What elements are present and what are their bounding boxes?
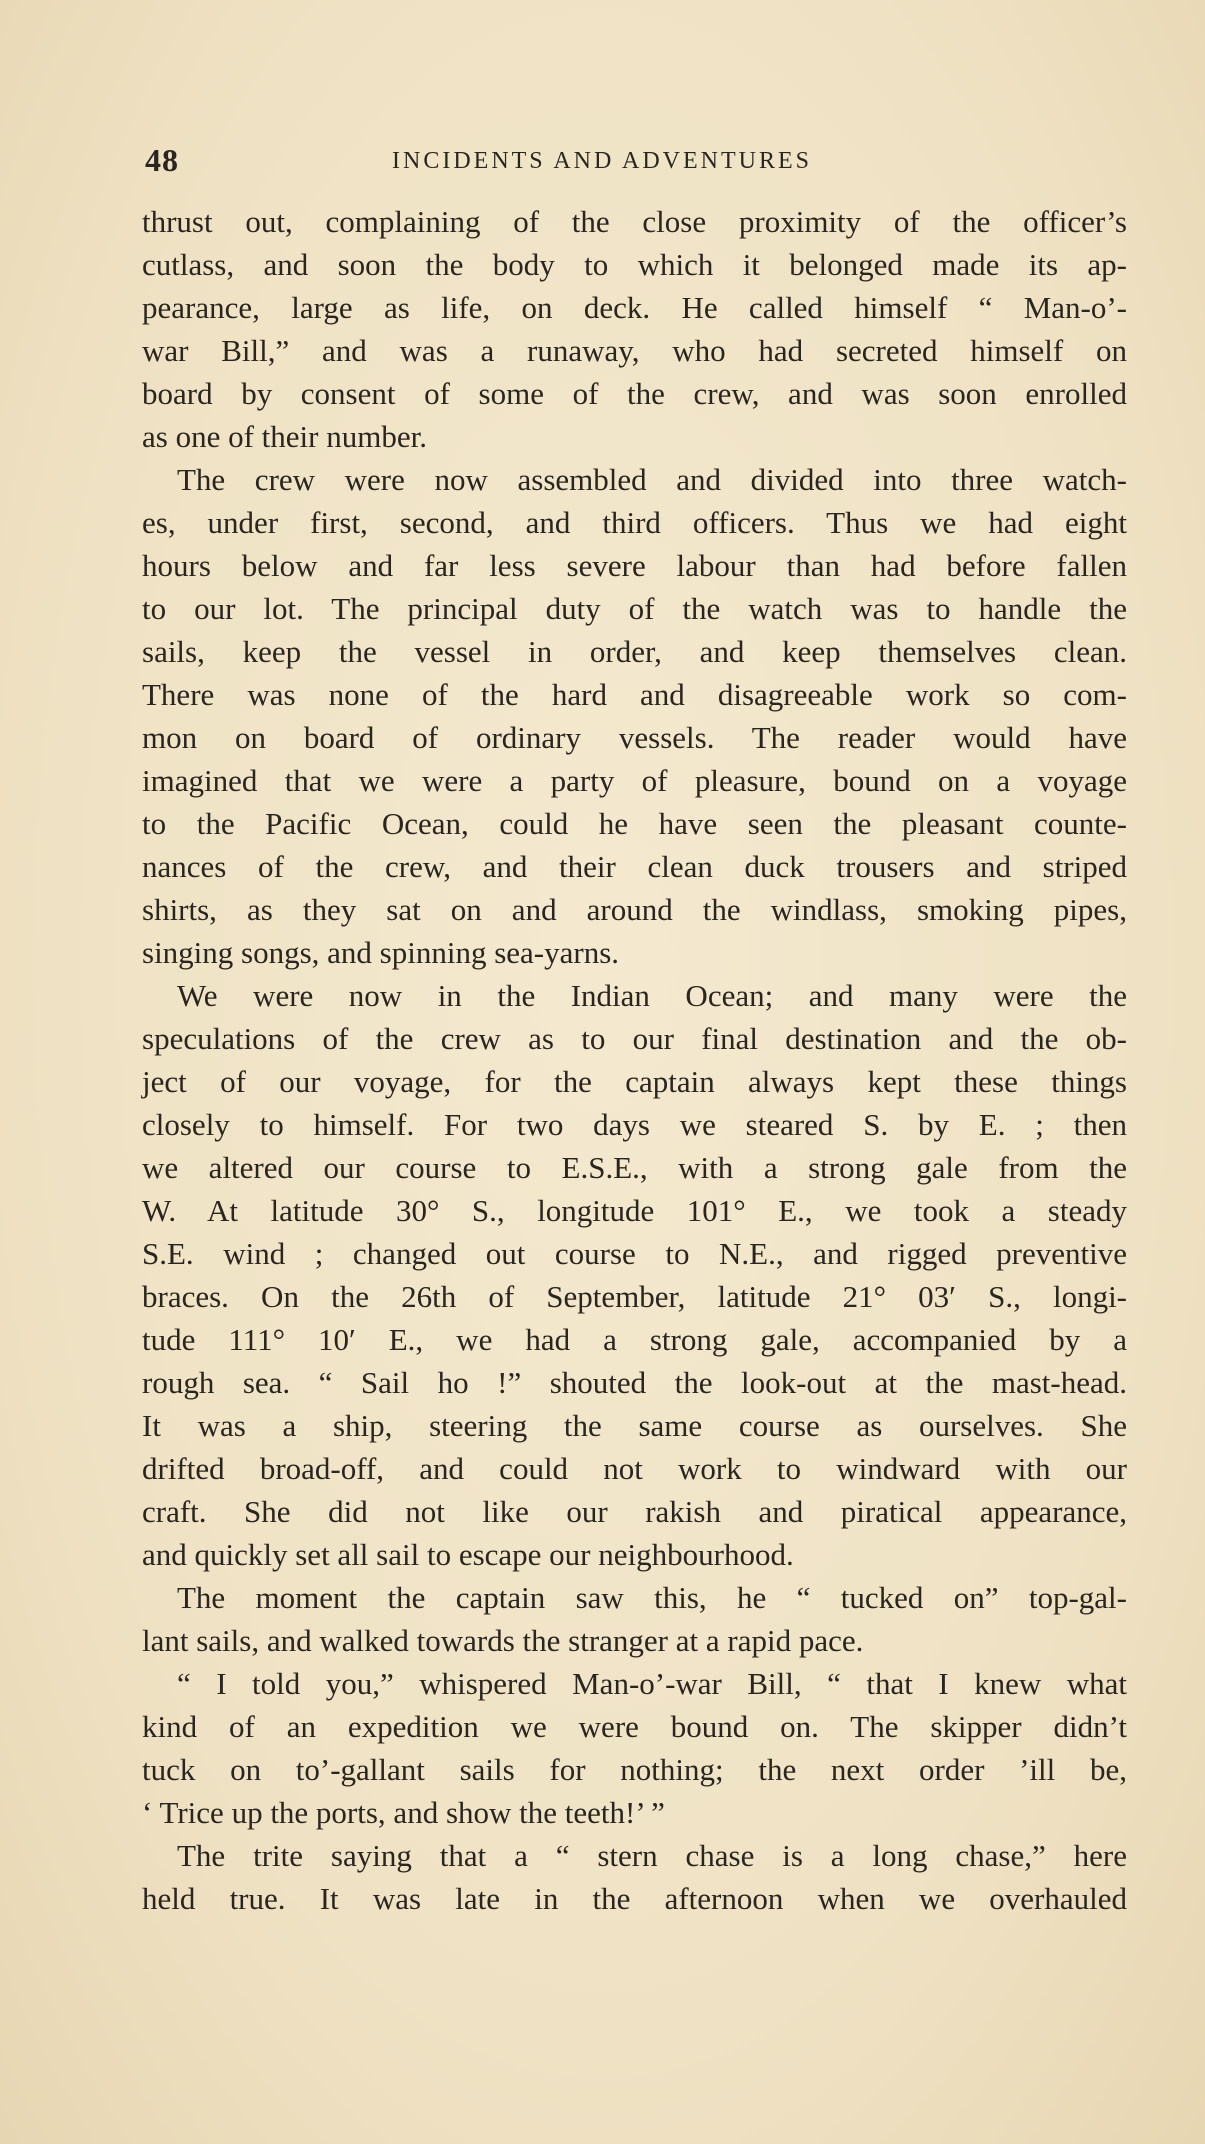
text-line: braces. On the 26th of September, latitude 21° 03′ S., longi-: [142, 1279, 1127, 1314]
text-line: thrust out, complaining of the close proximity of the officer’s: [142, 204, 1127, 239]
text-line: rough sea. “ Sail ho !” shouted the look-out at the mast-head.: [142, 1365, 1127, 1400]
paragraph-start-line: “ I told you,” whispered Man-o’-war Bill, “ that I knew what: [177, 1666, 1127, 1701]
body-text: [142, 200, 1127, 1920]
text-line: closely to himself. For two days we steared S. by E. ; then: [142, 1107, 1127, 1142]
text-line: ‘ Trice up the ports, and show the teeth!’ ”: [142, 1795, 665, 1830]
text-line: cutlass, and soon the body to which it belonged made its ap-: [142, 247, 1127, 282]
text-line: imagined that we were a party of pleasure, bound on a voyage: [142, 763, 1127, 798]
running-head: INCIDENTS AND ADVENTURES: [392, 148, 812, 174]
paragraph-start-line: The crew were now assembled and divided into three watch-: [177, 462, 1127, 497]
text-line: speculations of the crew as to our final destination and the ob-: [142, 1021, 1127, 1056]
text-line: It was a ship, steering the same course as ourselves. She: [142, 1408, 1127, 1443]
text-line: shirts, as they sat on and around the windlass, smoking pipes,: [142, 892, 1127, 927]
text-line: board by consent of some of the crew, and was soon enrolled: [142, 376, 1127, 411]
text-line: we altered our course to E.S.E., with a strong gale from the: [142, 1150, 1127, 1185]
text-line: lant sails, and walked towards the stranger at a rapid pace.: [142, 1623, 864, 1658]
text-line: There was none of the hard and disagreeable work so com-: [142, 677, 1127, 712]
text-line: kind of an expedition we were bound on. The skipper didn’t: [142, 1709, 1127, 1744]
text-line: to the Pacific Ocean, could he have seen the pleasant counte-: [142, 806, 1127, 841]
text-line: singing songs, and spinning sea-yarns.: [142, 935, 620, 970]
text-line: and quickly set all sail to escape our neighbourhood.: [142, 1537, 794, 1572]
page-number: 48: [145, 142, 179, 178]
text-line: mon on board of ordinary vessels. The reader would have: [142, 720, 1127, 755]
text-line: tuck on to’-gallant sails for nothing; the next order ’ill be,: [142, 1752, 1127, 1787]
text-line: held true. It was late in the afternoon when we overhauled: [142, 1881, 1127, 1916]
text-line: hours below and far less severe labour than had before fallen: [142, 548, 1127, 583]
text-line: to our lot. The principal duty of the watch was to handle the: [142, 591, 1127, 626]
text-line: pearance, large as life, on deck. He called himself “ Man-o’-: [142, 290, 1127, 325]
text-line: tude 111° 10′ E., we had a strong gale, accompanied by a: [142, 1322, 1127, 1357]
text-line: W. At latitude 30° S., longitude 101° E., we took a steady: [142, 1193, 1127, 1228]
text-line: sails, keep the vessel in order, and keep themselves clean.: [142, 634, 1127, 669]
text-line: drifted broad-off, and could not work to windward with our: [142, 1451, 1127, 1486]
text-line: nances of the crew, and their clean duck trousers and striped: [142, 849, 1127, 884]
paragraph-start-line: The moment the captain saw this, he “ tucked on” top-gal-: [177, 1580, 1127, 1615]
text-line: war Bill,” and was a runaway, who had secreted himself on: [142, 333, 1127, 368]
text-line: as one of their number.: [142, 419, 427, 454]
text-line: S.E. wind ; changed out course to N.E., and rigged preventive: [142, 1236, 1127, 1271]
text-line: ject of our voyage, for the captain always kept these things: [142, 1064, 1127, 1099]
paragraph-start-line: We were now in the Indian Ocean; and many were the: [177, 978, 1127, 1013]
page-header: [0, 142, 1205, 182]
text-line: craft. She did not like our rakish and piratical appearance,: [142, 1494, 1127, 1529]
paragraph-start-line: The trite saying that a “ stern chase is a long chase,” here: [177, 1838, 1127, 1873]
text-line: es, under first, second, and third officers. Thus we had eight: [142, 505, 1127, 540]
